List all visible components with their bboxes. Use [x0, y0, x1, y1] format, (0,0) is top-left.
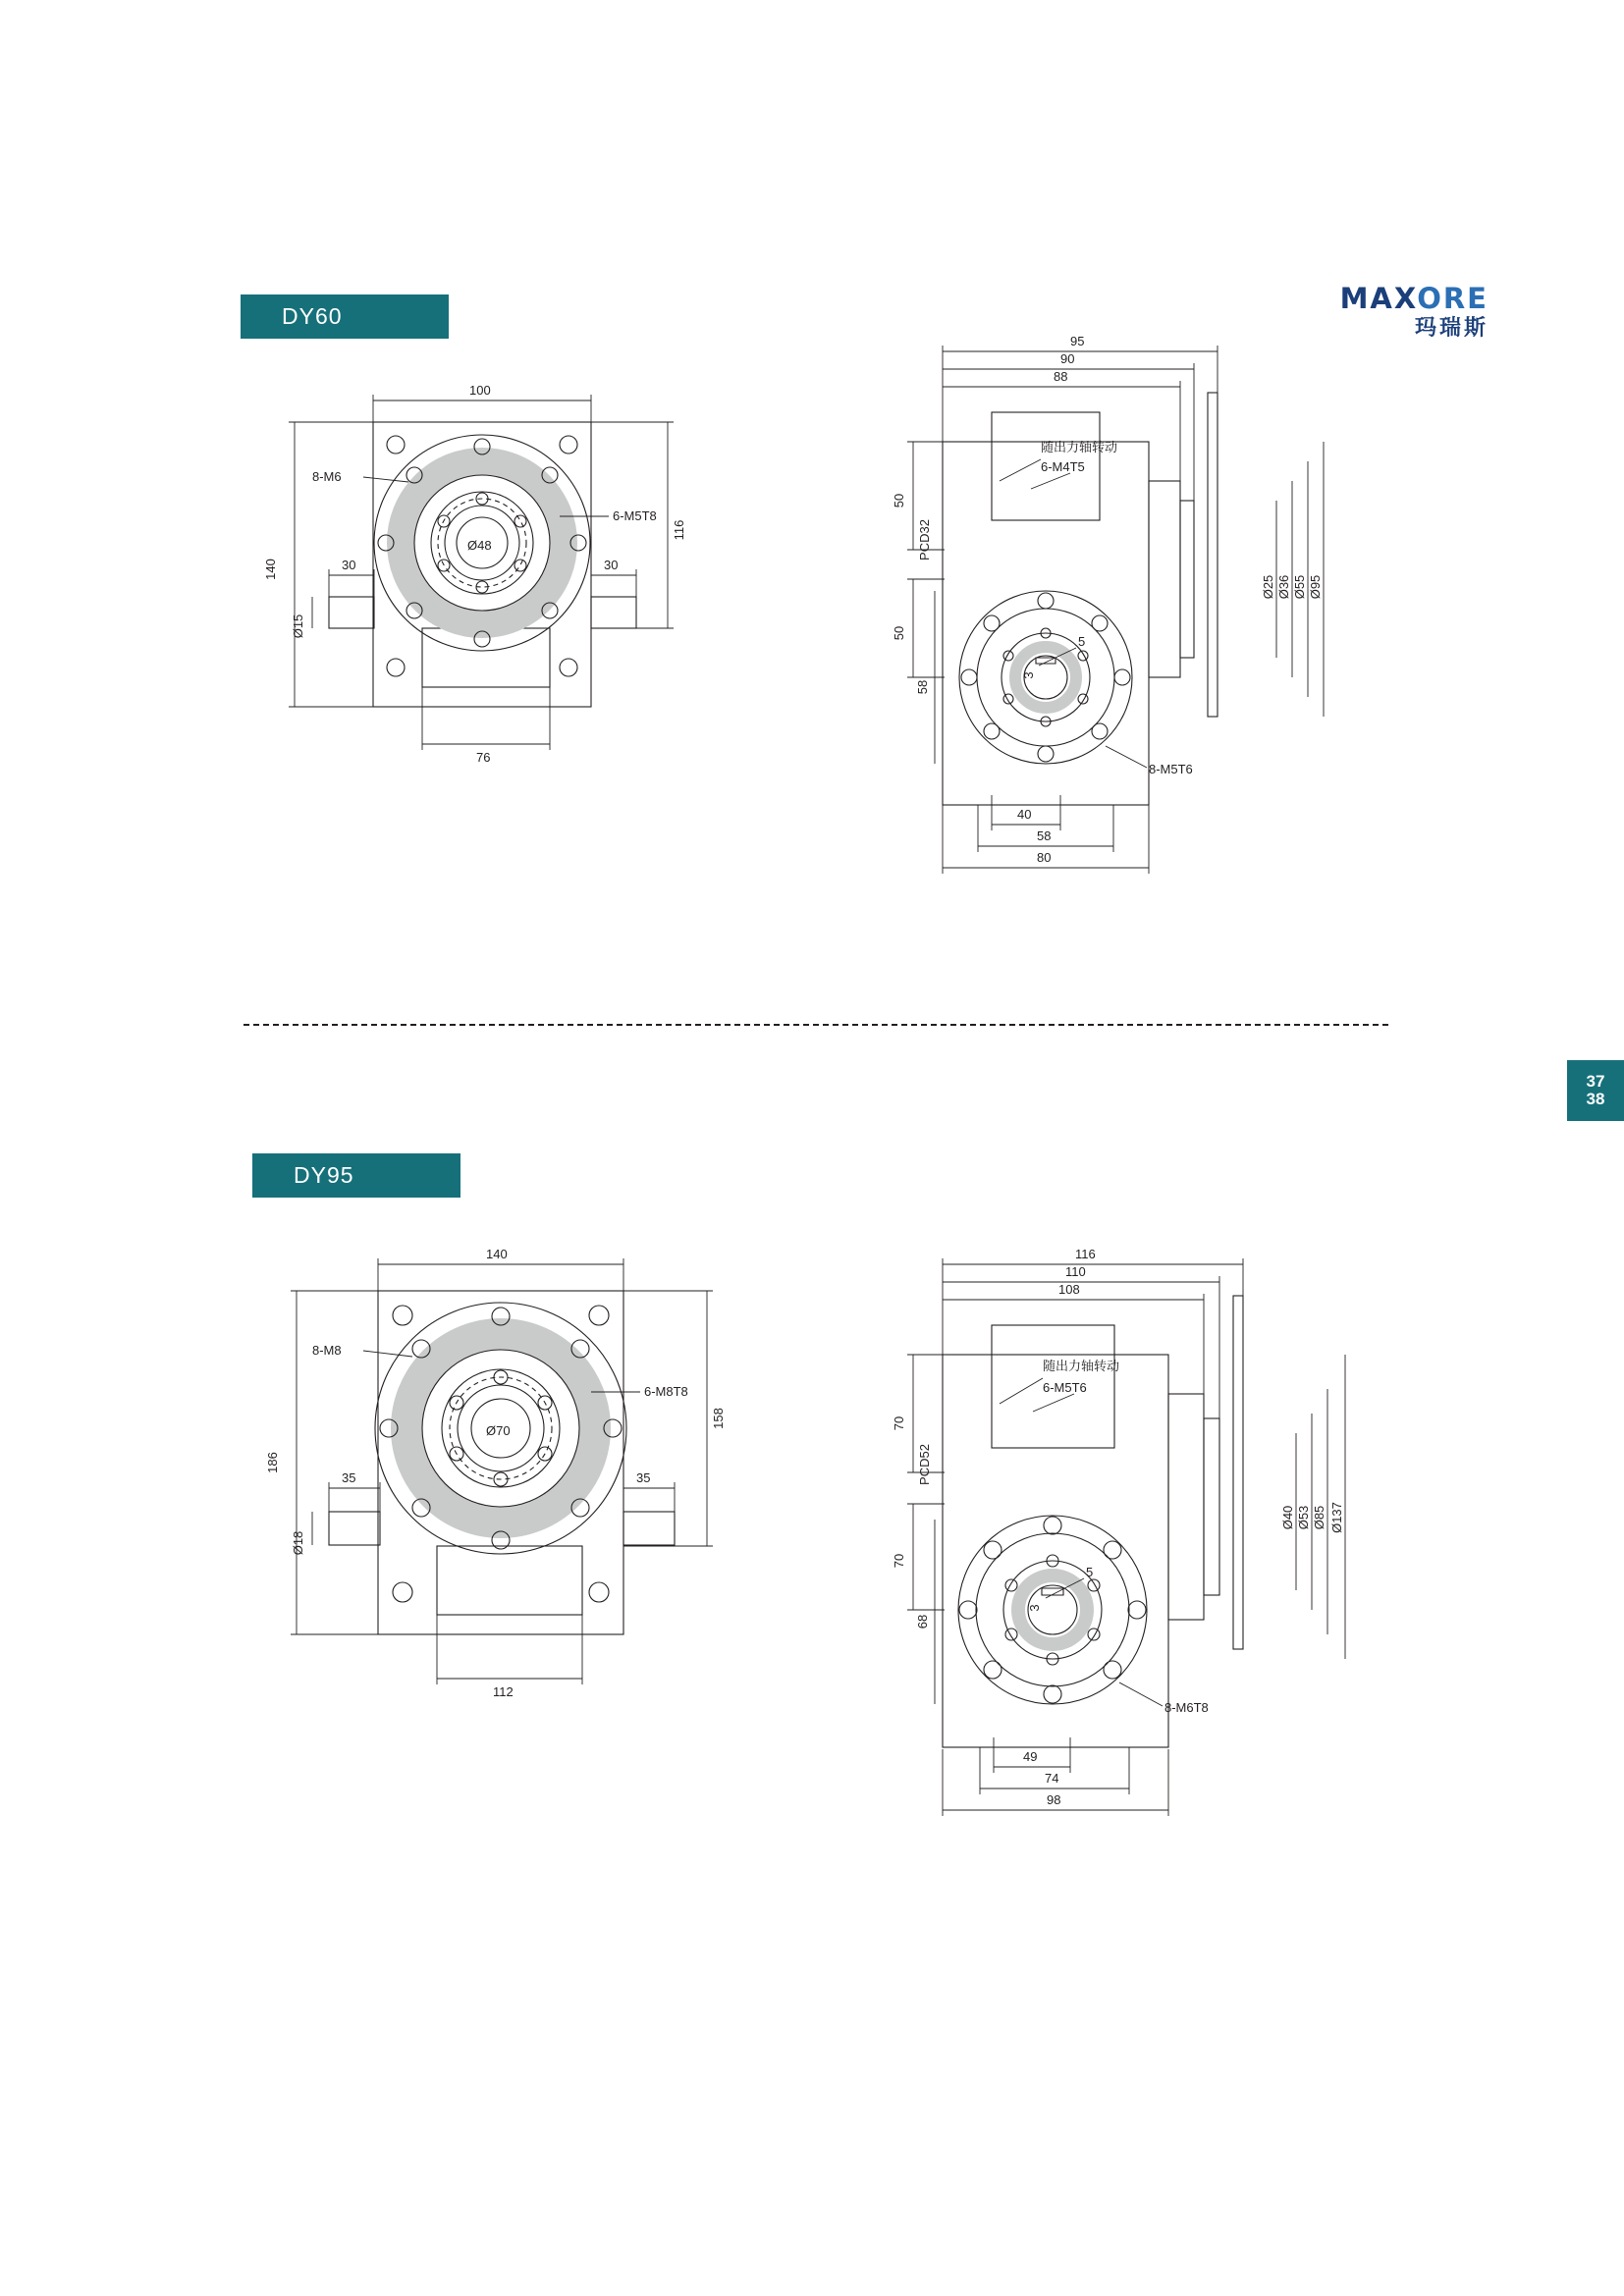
svg-text:Ø95: Ø95	[1308, 574, 1323, 600]
svg-text:95: 95	[1070, 334, 1085, 348]
svg-text:8-M8: 8-M8	[312, 1343, 342, 1358]
svg-text:Ø40: Ø40	[1280, 1505, 1295, 1530]
svg-text:Ø48: Ø48	[467, 538, 492, 553]
svg-text:90: 90	[1060, 351, 1075, 366]
svg-text:6-M4T5: 6-M4T5	[1041, 459, 1085, 474]
svg-text:Ø55: Ø55	[1292, 574, 1307, 600]
svg-text:Ø53: Ø53	[1296, 1505, 1311, 1530]
dy95-side-view-drawing	[884, 1247, 1453, 1855]
svg-text:70: 70	[892, 1553, 906, 1569]
svg-text:Ø85: Ø85	[1312, 1505, 1326, 1530]
svg-text:随出力轴转动: 随出力轴转动	[1041, 440, 1118, 454]
svg-text:80: 80	[1037, 850, 1052, 865]
svg-text:随出力轴转动: 随出力轴转动	[1043, 1359, 1120, 1373]
section-title-dy95	[252, 1153, 460, 1198]
svg-text:Ø18: Ø18	[291, 1530, 305, 1556]
svg-text:74: 74	[1045, 1771, 1059, 1786]
svg-text:Ø137: Ø137	[1329, 1502, 1344, 1533]
svg-text:35: 35	[342, 1470, 356, 1485]
brand-logo	[1263, 282, 1489, 340]
svg-text:8-M5T6: 8-M5T6	[1149, 762, 1193, 776]
svg-text:3: 3	[1021, 671, 1036, 679]
svg-text:6-M5T6: 6-M5T6	[1043, 1380, 1087, 1395]
section-divider	[244, 1024, 1388, 1026]
page-number-tab	[1567, 1060, 1624, 1121]
brand-mark-right: ORE	[1417, 282, 1489, 315]
svg-text:PCD52: PCD52	[917, 1444, 932, 1485]
svg-text:49: 49	[1023, 1749, 1038, 1764]
svg-text:8-M6: 8-M6	[312, 469, 342, 484]
section-title-dy95-label: DY95	[294, 1162, 354, 1188]
svg-text:58: 58	[915, 679, 930, 695]
svg-text:68: 68	[915, 1614, 930, 1629]
svg-text:116: 116	[672, 519, 686, 541]
brand-name-cn: 玛瑞斯	[1414, 315, 1489, 340]
dy95-front-view-drawing	[236, 1247, 785, 1757]
svg-text:3: 3	[1027, 1604, 1042, 1612]
svg-text:108: 108	[1058, 1282, 1080, 1297]
svg-text:50: 50	[892, 625, 906, 641]
svg-text:186: 186	[265, 1452, 280, 1473]
svg-text:Ø15: Ø15	[291, 614, 305, 639]
svg-text:30: 30	[604, 558, 619, 572]
svg-text:6-M8T8: 6-M8T8	[644, 1384, 688, 1399]
svg-text:Ø36: Ø36	[1276, 574, 1291, 600]
svg-text:110: 110	[1065, 1264, 1086, 1279]
svg-text:5: 5	[1086, 1565, 1094, 1579]
brand-mark-left: MAX	[1339, 282, 1418, 315]
svg-text:140: 140	[486, 1247, 508, 1261]
svg-text:Ø70: Ø70	[486, 1423, 511, 1438]
page-number-top: 37	[1586, 1072, 1605, 1092]
svg-text:98: 98	[1047, 1792, 1061, 1807]
svg-text:58: 58	[1037, 828, 1052, 843]
svg-text:Ø25: Ø25	[1261, 574, 1275, 600]
svg-text:88: 88	[1054, 369, 1068, 384]
svg-text:140: 140	[263, 559, 278, 580]
section-title-dy60	[241, 294, 449, 339]
svg-text:50: 50	[892, 493, 906, 508]
dim-label: 100	[469, 383, 491, 398]
svg-text:5: 5	[1078, 634, 1086, 649]
svg-text:112: 112	[493, 1684, 514, 1699]
svg-text:70: 70	[892, 1415, 906, 1431]
svg-text:PCD32: PCD32	[917, 519, 932, 561]
svg-text:6-M5T8: 6-M5T8	[613, 508, 657, 523]
dy60-side-view-drawing	[884, 334, 1434, 903]
dy60-front-view-drawing	[236, 383, 746, 805]
svg-text:116: 116	[1075, 1247, 1096, 1261]
brand-mark	[1263, 282, 1489, 315]
svg-text:8-M6T8: 8-M6T8	[1164, 1700, 1209, 1715]
section-title-dy60-label: DY60	[282, 303, 343, 329]
svg-text:76: 76	[476, 750, 491, 765]
svg-text:35: 35	[636, 1470, 651, 1485]
svg-text:40: 40	[1017, 807, 1032, 822]
svg-text:158: 158	[711, 1408, 726, 1429]
page-number-bottom: 38	[1586, 1090, 1605, 1108]
svg-text:30: 30	[342, 558, 356, 572]
